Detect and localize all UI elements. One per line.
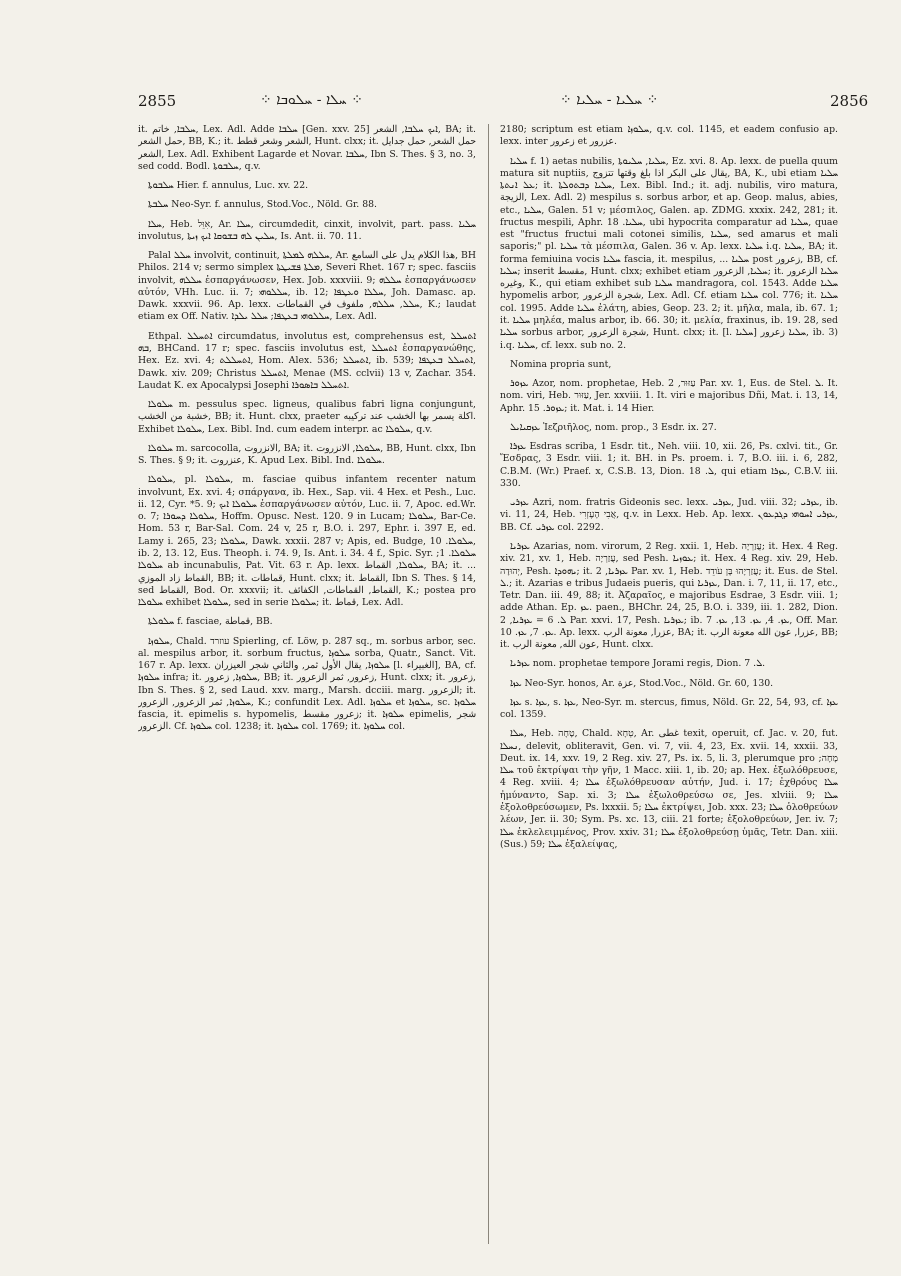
- left-column: [138, 124, 476, 1244]
- entry: ܥܙܪܐ Esdras scriba, 1 Esdr. tit., Neh. viii. 10, xii. 26, Ps. cxlvi. tit., Gr. Ἔσδρας, 3 Esdr. viii. 1; it. BH. in Ps. proem. i. 7, B.O. iii. i. 6, 282, C.B.M. (Wr.) Praef. x, C.S.B. 13, Dion. ܠ. 18, qui etiam ܥܙܪܐ, C.B.V. iii. 330.: [500, 441, 838, 489]
- entry: ܚܠܘܙܐ, Chald. עוזרד Spierling, cf. Löw, p. 287 sq., m. sorbus arbor, sec. al. mespilus arbor, it. sorbum fructus, ܚܠܘܙܐ sorba, Quatr., Sanct. Vit. 167 r. Ap. lexx. ܚܠܘܙܐ, يقال الأول ثمر, والثاني شجر العيزران [l. الغبيراء], BA, cf. ܚܠܘܙܐ infra; it. ܚܠܘܙܐ, زعرور, BB; it. زعرور, ثمر الزعرور, Hunt. clxx; it. زعرور, Ibn S. Thes. § 2, sed Laud. xxv. marg., Marsh. dcciii. marg. الزعرور; it. ܚܠܘܙܐ, ثمر الزعرور, الزعرور, K.; confundit Lex. Adl. ܚܠܘܙܐ et ܚܠܘܙܐ, sc. ܚܠܘܙܐ fascia, it. epimelis s. hypomelis, زعرور مقسط; it. ܚܠܘܙܐ epimelis, شجر الزعرور. Cf. ܚܠܘܙܐ col. 1238; it. ܚܠܘܙܐ col. 1769; it. ܚܠܘܙܐ col.: [138, 635, 476, 733]
- entry: ܚܠܘܠܐ, pl. ܚܠܘܠܐ, m. fasciae quibus infantem recenter natum involvunt, Ex. xvi. 4; σπάργανα, ib. Hex., Sap. vii. 4 Hex. et Pesh., Luc. ii. 12, Cyr. *5. 9; ܚܠܘܠܐ ܐܝܟ ἐσπαργάνωσεν αὐτόν, Luc. ii. 7, Apoc. ed.Wr. o. 7; ܚܠܘܠܐ ܕܚܘܪܐ, Hoffm. Opusc. Nest. 120. 9 in Lucam; ܚܠܘܠܐ, Bar-Ce. Hom. 53 r, Bar-Sal. Com. 24 v, 25 r, B.O. i. 297, Ephr. i. 397 E, ed. Lamy i. 265, 23; ܚܠܘܠܐ, Dawk. xxxii. 287 v; Apis, ed. Budge, ܚܠܘܠܐ. 10, ib. 2, 13. 12, Eus. Theoph. i. 74. 9, Is. Ant. i. 34. 4 f., Spic. Syr. ܚܠܘܠܐ. 1; ܚܠܘܠܐ ab incunabulis, Pat. Vit. 63 r. Ap. lexx. ܚܠܘܠܐ, القماط, BA; it. ... القماط زاد الموزي, BB; it. قماطات, Hunt. clxx; it. القماط, Ibn S. Thes. § 14, sed القماط, Bod. Or. xxxvii; it. القماط, القماطات, الكفائف, K.; postea pro ܚܠܘܠܐ exhibet ܚܠܘܠܐ, sed in serie ܚܠܘܠܐ; it. قماط, Lex. Adl.: [138, 474, 476, 609]
- entry: ܚܠܝܐ f. 1) aetas nubilis, ܚܠܝܐ, ܚܠܝܘܬܐ, Ez. xvi. 8. Ap. lexx. de puella quum matura sit nuptiis, يقال على البكر اذا بلغ وقتها تتزوج, BA, K., ubi etiam ܚܠܝܐ ܥܠ ܐܢܬܬܐ; it. ܚܠܝܐ ܕܒܬܘܠܬܐ, Lex. Bibl. Ind.; it. adj. nubilis, viro matura, الزيجة, Lex. Adl. 2) mespilus s. sorbus arbor, et ap. Geop. malus, abies, etc., ܚܠܝܐ, Galen. 51 v; μέσπιλος, Galen. ap. ZDMG. xxxix. 242, 281; it. fructus mespili, Aphr. ܚܠܝܐ. 18, ubi hypocrita comparatur ad ܚܠܝܐ, quae est "fructus fructui mali cotonei similis, ܚܠܝܐ, sed amarus et mali saporis;" pl. ܚܠܝܐ τὰ μέσπιλα, Galen. 36 v. Ap. lexx. ܚܠܝܐ i.q. ܚܠܝܐ, BA; it. forma femiuina vocis ܚܠܝܐ fascia, it. mespilus, ... ܚܠܝܐ post زعرور, BB, cf. ܚܠܝܐ; inserit مقسط, Hunt. clxx; exhibet etiam ܚܠܝܐ, الزعرور; it. ܚܠܝܐ الزعرور وغيره, K., qui etiam exhibet sub ܚܠܝܐ mandragora, col. 1543. Adde ܚܠܝܐ hypomelis arbor, شجرة الزعرور, Lex. Adl. Cf. etiam ܚܠܝܐ col. 776; it. ܚܠܝܐ col. 1995. Adde ܚܠܝܐ ἐλάτη, abies, Geop. 23. 2; it. μῆλα, mala, ib. 67. 1; it. ܚܠܝܐ μηλέα, malus arbor, ib. 66. 30; it. μελία, fraxinus, ib. 19. 28, sed ܚܠܝܐ sorbus arbor, شجرة الزعرور, Hunt. clxx; it. [l. ܚܠܝܐ] ܚܠܝܐ زعرور, ib. 3) i.q. ܚܠܝܐ, cf. lexx. sub no. 2.: [500, 155, 838, 351]
- entry: Nomina propria sunt,: [510, 358, 612, 370]
- column-divider: [488, 124, 489, 1244]
- entry: ܥܙܩܝܐܝܠ Ἰεζριῆλος, nom. prop., 3 Esdr. ix. 27.: [510, 421, 717, 433]
- entry: ܚܠܘܠܬܐ f. fasciae, قماطة, BB.: [148, 616, 273, 628]
- entry: ܚܠܐ, Heb. טָחָה, Chald. טְחָא, Ar. غطى texit, operuit, cf. Jac. v. 20, fut. ܢܚܠܐ, delevit, obliteravit, Gen. vi. 7, vii. 4, 23, Ex. xvii. 14, xxxii. 33, Deut. ix. 14, xxv. 19, 2 Reg. xiv. 27, Ps. ix. 5, li. 3, plerumque pro מָחָה; ܚܠܐ τοῦ ἐκτρίψαι τὴν γῆν, 1 Macc. xiii. 1, ib. 20; ap. Hex. ἐξωλόθρευσε, 4 Reg. xviii. 4; ܚܠܐ ἐξωλόθρευσαν αὐτήν, Jud. i. 17; ἐχθρόυς ܚܠܐ ἠμύναντο, Sap. xi. 3; ܚܠܐ ἐξωλοθρεύσω σε, Jes. xlviii. 9; ܚܠܐ ἐξολοθρεύσωμεν, Ps. lxxxii. 5; ܚܠܐ ἐκτρίψει, Job. xxx. 23; ܚܠܐ ὁλοθρεύων λέων, Jer. ii. 30; Sym. Ps. xc. 13, ciii. 21 forte; ἐξολοθρεύων, Jer. iv. 7; ܚܠܐ ἐκλελειμμένος, Prov. xxiv. 31; ܚܠܐ ἐξολοθρεύσῃ ὑμᾶς, Tetr. Dan. xiii. (Sus.) 59; ܚܠܐ ἐξαλείψας,: [500, 728, 838, 850]
- entry: ܚܠܐ, Heb. אִוֵּל, Ar. ܚܠܐ, circumdedit, cinxit, involvit, part. pass. ܚܠܝܐ involutus, ܚܠܝܢ ܠܗ ܒܫܘܩܐ ܐܝܟ ܙܝܬܐ, Is. Ant. ii. 70. 11.: [138, 218, 476, 242]
- entry: ܚܠܒܬܐ Neo-Syr. f. annulus, Stod.Voc., Nöld. Gr. 88.: [148, 199, 377, 211]
- left-running-title: ⁘ ܚܠܐ - ܚܠܘܒܐ ⁘: [260, 92, 363, 108]
- entry: ܥܙܪܝܐ Azarias, nom. virorum, 2 Reg. xxii. 1, Heb. עֲזַרְיָה; it. Hex. 4 Reg. xiv. 21, xv. 1, Heb. עֲזַרְיָה, sed Pesh. ܥܘܙܝܐ; it. Hex. 4 Reg. xiv. 29, Heb. יְהוּדָה, Pesh. ܝܗܘܕܐ; it. ܥܙܪܝܐ, 2 Par. xv. 1, Heb. עֲזַרְיָהוּ בֶּן עֹודֵד; it. Eus. de Stel. ܠ.; it. Azarias e tribus Judaeis pueris, qui ܥܙܪܝܐ, Dan. i. 7, 11, ii. 17, etc., Tetr. Dan. iii. 49, 88; it. Ἀζαραῖος, e majoribus Esdrae, 3 Esdr. viii. 1; adde Athan. Ep. ܥܙ. paen., BHChr. 24, 25, B.O. i. 339, iii. 1. 282, Dion. ܠ. 6 = ܥܙܪܝܐ, 2 Par. xxvi. 17, Pesh. ܥܙܪܝܐ; ib. ܥܙ. 4, ܥܙ. 13, ܥܙ. 7, Off. Mar. ܥܙ. 7, ܥܙ. 10. Ap. lexx. عزرا, معونة الرب, BA; it. عزرا, عون الله معونة الرب, BB; it. عون الله, معونة الرب, Hunt. clxx.: [500, 540, 838, 651]
- entry: ܥܙܪܝ Azri, nom. fratris Gideonis sec. lexx. ܥܙܪܝ, Jud. viii. 32; ܥܙܪܝ, ib. vi. 11, 24, Heb. אֲבִי הָעֶזְרִי, q.v. in Lexx. Heb. Ap. lexx. ܥܙܪܝ ܐܚܘܗܝ ܕܓܕܥܘܢ, BB. Cf. ܥܙܪܝ col. 2292.: [500, 497, 838, 533]
- right-page-number: 2856: [830, 92, 869, 110]
- entry: Ethpal. ܐܬܚܠܠ circumdatus, involutus est, comprehensus est, ܐܬܚܠܠ ܒܗ, BHCand. 17 r; spec. fasciis involutus est, ܐܬܚܠܠ ἐσπαργανώθης, Hex. Ez. xvi. 4; ܐܬܚܠܠܬ, Hom. Alex. 536; ܐܬܚܠܠ, ib. 539; ܐܬܚܠܠ ܒܥܛܦܐ, Dawk. xiv. 209; Christus ܐܬܚܠܠ, Menae (MS. cclvii) 13 v, Zachar. 354. Laudat K. ex Apocalypsi Josephi ܐܬܚܠܠ ܒܐܣܘܪܐ.: [138, 330, 476, 391]
- entry: ܚܠܒܘܬܐ Hier. f. annulus, Luc. xv. 22.: [148, 180, 309, 192]
- entry: ܥܙܐ s. ܥܙܐ, s. ܥܙܐ, Neo-Syr. m. stercus, fimus, Nöld. Gr. 22, 54, 93, cf. ܥܙܐ col. 1359.: [500, 696, 838, 721]
- entry: ܥܙܐ Neo-Syr. honos, Ar. عزة, Stod.Voc., Nöld. Gr. 60, 130.: [510, 677, 774, 689]
- entry: ܚܠܘܠܐ m. pessulus spec. ligneus, qualibus fabri ligna conjungunt, خشبة من الخشب, BB; it. Hunt. clxx, praeter اكلة يسمر بها الخشب عند تركيبه. Exhibet ܚܠܘܠܐ, Lex. Bibl. Ind. cum eadem interpr. ac ܚܠܘܠܐ, q.v.: [138, 399, 476, 435]
- entry: ܥܙܪܝܐ nom. prophetae tempore Jorami regis, Dion. ܠ. 7.: [510, 658, 766, 670]
- entry: ܥܙܘܪ Azor, nom. prophetae, Heb. עַזּוּר, 2 Par. xv. 1, Eus. de Stel. ܠ. It. nom. viri, Heb. עַזּוּר, Jer. xxviii. 1. It. viri e majoribus Dñi, Mat. i. 13, 14, Aphr. ܥܙܘܪ. 15; it. Mat. i. 14 Hier.: [500, 378, 838, 414]
- left-page-number: 2855: [138, 92, 177, 110]
- right-column: [500, 124, 838, 1244]
- entry: ܚܠܘܠܐ m. sarcocolla, الانزروت, BA; it. ܚܠܘܠܐ, الانزروت, BB, Hunt. clxx, Ibn S. Thes. § 9; it. عنزروت, K. Apud Lex. Bibl. Ind. ܚܠܘܠܐ.: [138, 442, 476, 467]
- entry: Palal ܚܠܠ involvit, continuit, ܚܠܠܗ ܠܡܠܬܐ, Ar. هذا الكلام يدل على السامع, BH Philos. 214 v; sermo simplex ܡܠܬܐ ܦܫܝܛܬܐ, Severi Rhet. 167 r; spec. fasciis involvit, ܚܠܠܗ ἐσπαργάνωσεν, Hex. Job. xxxviii. 9; ܚܠܠܗ ἐσπαργάνωσεν αὐτόν, VHh. Luc. ii. 7; ܚܠܠܘܗܝ, ib. 12; ܚܠܠܐ ܘܥܛܦܐ, Joh. Damasc. ap. Dawk. xxxvii. 96. Ap. lexx. ܚܠܠ, ܚܠܠܗ, ملفوف في القماطات, K.; laudat etiam ex Off. Nativ. ܚܠܠܘܗܝ ܒܥܛܦܐ; ܚܠܠ ܝܠܕܐ, Lex. Adl.: [138, 250, 476, 323]
- right-running-title: ⁘ ܚܠܝܐ - ܚܠܝܐ ⁘: [560, 92, 659, 108]
- entry: it. ܚܠܒܐ, خاتم, Lex. Adl. Adde ܚܠܒܐ [Gen. xxv. 25] ܐܝܟ ܚܠܒܐ, الشعر, BA; it. حمل الشعر, BB, K.; it. الشعر وشعر قطط, Hunt. clxx; it. حمل الشعر, حمل جدايل الشعر, Lex. Adl. Exhibent Lagarde et Novar. ܚܠܒܐ, Ibn S. Thes. § 3, no. 3, sed codd. Bodl. ܚܠܒܘܬܐ, q.v.: [138, 124, 476, 172]
- entry: 2180; scriptum est etiam ܚܠܘܙܐ, q.v. col. 1145, et eadem confusio ap. lexx. inter زعرور et عزرور.: [500, 124, 838, 148]
